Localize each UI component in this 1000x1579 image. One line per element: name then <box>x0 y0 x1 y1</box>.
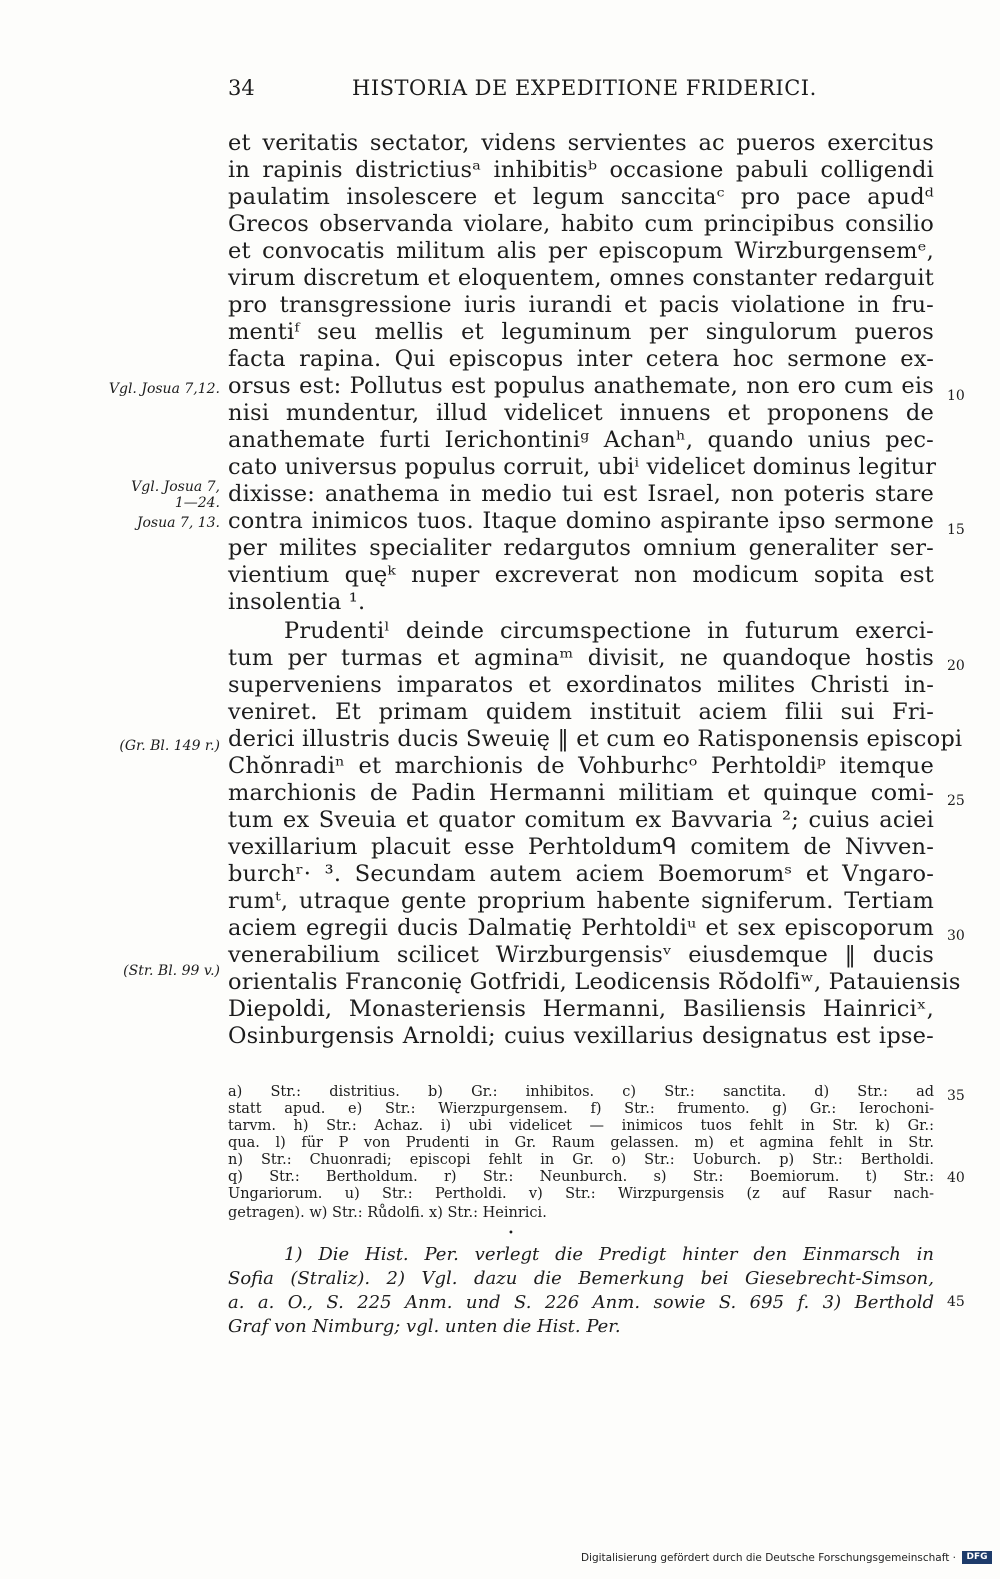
running-title: HISTORIA DE EXPEDITIONE FRIDERICI. <box>352 76 817 100</box>
margin-note: 1—24. <box>174 495 220 511</box>
page-number: 34 <box>228 76 255 100</box>
body-line: superveniens imparatos et exordinatos milites Christi in- <box>228 672 934 698</box>
body-line: Grecos observanda violare, habito cum principibus consilio <box>228 211 934 237</box>
commentary-line: a. a. O., S. 225 Anm. und S. 226 Anm. sowie S. 695 f. 3) Berthold <box>228 1292 934 1313</box>
body-line: veniret. Et primam quidem instituit aciem filii sui Fri- <box>228 699 934 725</box>
body-line: dixisse: anathema in medio tui est Israel, non poteris stare <box>228 481 934 507</box>
body-line: Diepoldi, Monasteriensis Hermanni, Basiliensis Hainriciˣ, <box>228 996 934 1022</box>
body-line: paulatim insolescere et legum sanccitaᶜ pro pace apudᵈ <box>228 184 934 210</box>
apparatus-line: statt apud. e) Str.: Wierzpurgensem. f) Str.: frumento. g) Gr.: Ierochoni- <box>228 1101 934 1117</box>
apparatus-line: n) Str.: Chuonradi; episcopi fehlt in Gr. o) Str.: Uoburch. p) Str.: Bertholdi. <box>228 1152 934 1168</box>
body-line: facta rapina. Qui episcopus inter cetera hoc sermone ex- <box>228 346 934 372</box>
margin-note: (Gr. Bl. 149 r.) <box>119 738 220 754</box>
apparatus-line: Ungariorum. u) Str.: Pertholdi. v) Str.: Wirzpurgensis (z auf Rasur nach- <box>228 1186 934 1202</box>
line-number: 10 <box>947 388 965 404</box>
body-line: insolentia ¹. <box>228 589 366 615</box>
body-line: Osinburgensis Arnoldi; cuius vexillarius designatus est ipse- <box>228 1023 934 1049</box>
body-line: Prudentiˡ deinde circumspectione in futurum exerci- <box>284 618 934 644</box>
body-line: tum per turmas et agminaᵐ divisit, ne quandoque hostis <box>228 645 934 671</box>
body-line: venerabilium scilicet Wirzburgensisᵛ eiusdemque ‖ ducis <box>228 942 934 968</box>
body-line: pro transgressione iuris iurandi et pacis violatione in fru- <box>228 292 934 318</box>
body-line: orientalis Franconię Gotfridi, Leodicensis Rŏdolfiʷ, Patauiensis <box>228 969 961 995</box>
margin-note: (Str. Bl. 99 v.) <box>123 963 220 979</box>
apparatus-line: a) Str.: distritius. b) Gr.: inhibitos. c) Str.: sanctita. d) Str.: ad <box>228 1084 934 1100</box>
apparatus-line: tarvm. h) Str.: Achaz. i) ubi videlicet — inimicos tuos fehlt in Str. k) Gr.: <box>228 1118 934 1134</box>
line-number: 20 <box>947 658 965 674</box>
line-number: 35 <box>947 1088 965 1104</box>
margin-note: Vgl. Josua 7,12. <box>108 381 220 397</box>
body-line: cato universus populus corruit, ubiⁱ videlicet dominus legitur <box>228 454 937 480</box>
body-line: mentiᶠ seu mellis et leguminum per singulorum pueros <box>228 319 934 345</box>
body-line: aciem egregii ducis Dalmatię Perhtoldiᵘ et sex episcoporum <box>228 915 934 941</box>
apparatus-line: getragen). w) Str.: Růdolfi. x) Str.: Heinrici. <box>228 1205 547 1221</box>
body-line: virum discretum et eloquentem, omnes constanter redarguit <box>228 265 934 291</box>
line-number: 15 <box>947 522 965 538</box>
body-line: rumᵗ, utraque gente proprium habente signiferum. Tertiam <box>228 888 934 914</box>
line-number: 25 <box>947 793 965 809</box>
digitization-notice: Digitalisierung gefördert durch die Deutsche Forschungsgemeinschaft · <box>580 1552 956 1564</box>
margin-note: Vgl. Josua 7, <box>131 479 220 495</box>
body-line: tum ex Sveuia et quator comitum ex Bavvaria ²; cuius aciei <box>228 807 934 833</box>
body-line: anathemate furti Ierichontiniᵍ Achanʰ, quando unius pec- <box>228 427 934 453</box>
body-line: contra inimicos tuos. Itaque domino aspirante ipso sermone <box>228 508 934 534</box>
body-line: per milites specialiter redargutos omnium generaliter ser- <box>228 535 934 561</box>
margin-note: Josua 7, 13. <box>136 515 220 531</box>
body-line: burchʳ· ³. Secundam autem aciem Boemorumˢ et Vngaro- <box>228 861 934 887</box>
apparatus-line: q) Str.: Bertholdum. r) Str.: Neunburch. s) Str.: Boemiorum. t) Str.: <box>228 1169 934 1185</box>
body-line: et convocatis militum alis per episcopum Wirzburgensemᵉ, <box>228 238 934 264</box>
body-line: vientium quęᵏ nuper excreverat non modicum sopita est <box>228 562 934 588</box>
line-number: 45 <box>947 1294 965 1310</box>
body-line: marchionis de Padin Hermanni militiam et quinque comi- <box>228 780 934 806</box>
body-line: orsus est: Pollutus est populus anathemate, non ero cum eis <box>228 373 934 399</box>
separator-bullet: • <box>508 1228 514 1239</box>
commentary-line: 1) Die Hist. Per. verlegt die Predigt hinter den Einmarsch in <box>284 1244 934 1265</box>
body-line: vexillarium placuit esse Perhtoldumᑫ comitem de Nivven- <box>228 834 934 860</box>
body-line: Chŏnradiⁿ et marchionis de Vohburhcᵒ Perhtoldiᵖ itemque <box>228 753 934 779</box>
body-line: in rapinis districtiusᵃ inhibitisᵇ occasione pabuli colligendi <box>228 157 934 183</box>
body-line: derici illustris ducis Sweuię ‖ et cum eo Ratisponensis episcopi <box>228 726 963 752</box>
body-line: et veritatis sectator, videns servientes ac pueros exercitus <box>228 130 934 156</box>
commentary-line: Graf von Nimburg; vgl. unten die Hist. Per. <box>228 1316 621 1337</box>
body-line: nisi mundentur, illud videlicet innuens et proponens de <box>228 400 934 426</box>
line-number: 30 <box>947 928 965 944</box>
dfg-logo: DFG <box>962 1551 992 1564</box>
commentary-line: Sofia (Straliz). 2) Vgl. dazu die Bemerkung bei Giesebrecht-Simson, <box>228 1268 934 1289</box>
apparatus-line: qua. l) für P von Prudenti in Gr. Raum gelassen. m) et agmina fehlt in Str. <box>228 1135 934 1151</box>
line-number: 40 <box>947 1170 965 1186</box>
